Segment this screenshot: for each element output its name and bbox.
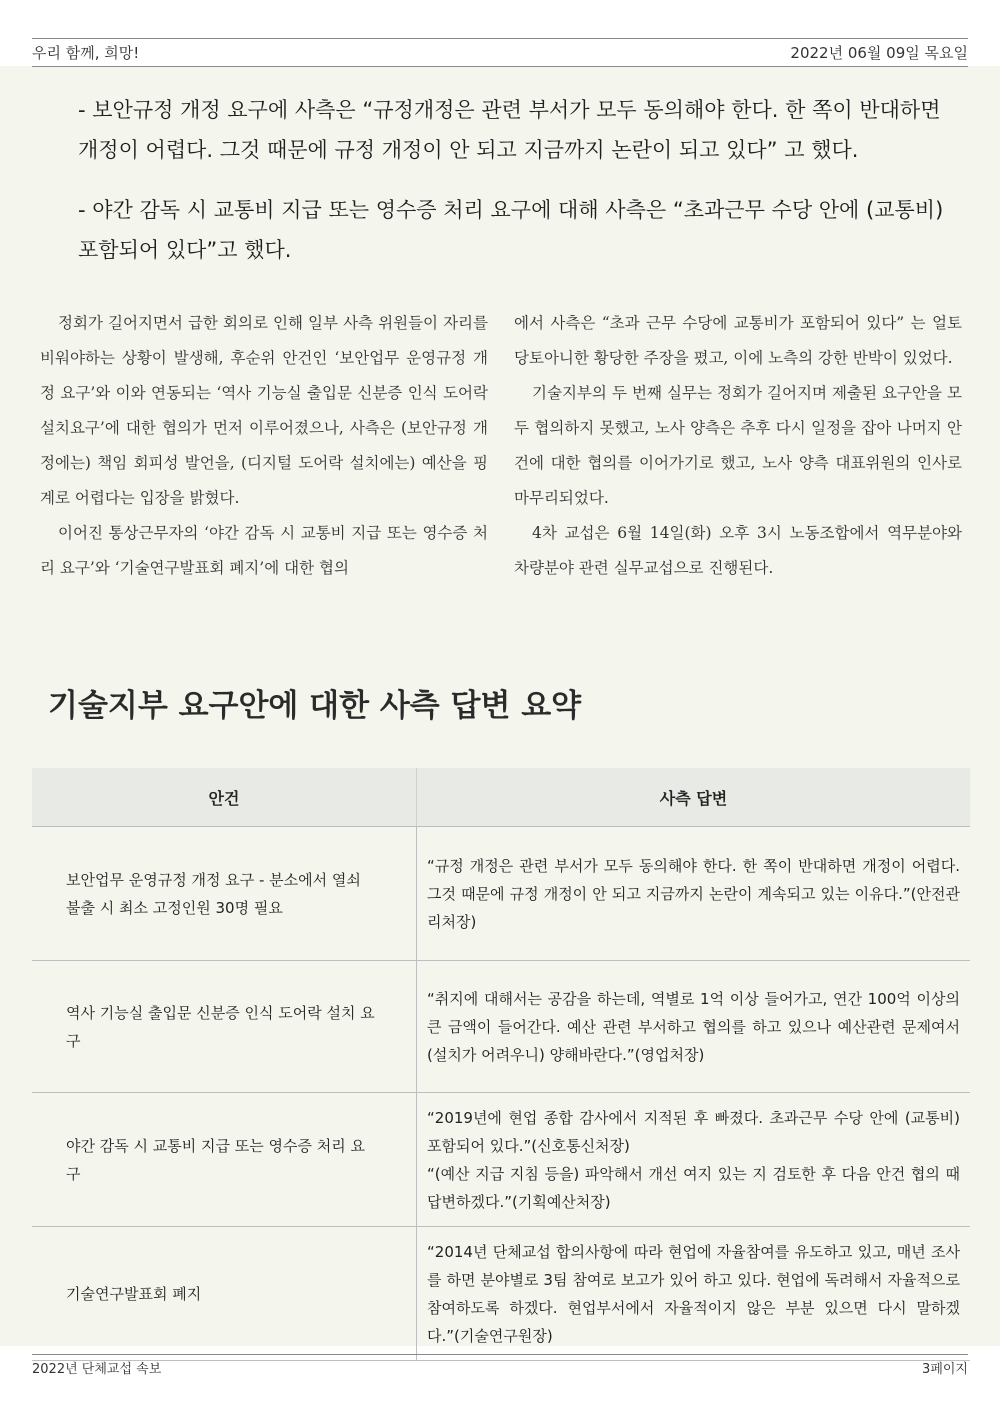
header-rule: [32, 66, 968, 67]
right-column: [514, 306, 962, 586]
column-header-answer: 사측 답변: [417, 768, 971, 827]
item-cell: 야간 감독 시 교통비 지급 또는 영수증 처리 요구: [32, 1093, 417, 1227]
bullet-list: [78, 90, 960, 290]
bullet-item: - 야간 감독 시 교통비 지급 또는 영수증 처리 요구에 대해 사측은 “초과근무 수당 안에 (교통비) 포함되어 있다”고 했다.: [78, 198, 944, 262]
table-header-row: [32, 768, 970, 827]
paragraph: 4차 교섭은 6월 14일(화) 오후 3시 노동조합에서 역무분야와 차량분야 관련 실무교섭으로 진행된다.: [514, 524, 962, 577]
footer-publication: 2022년 단체교섭 속보: [32, 1361, 162, 1377]
table-row: [32, 961, 970, 1093]
header-slogan: 우리 함께, 희망!: [32, 43, 140, 62]
header-rule: [32, 38, 968, 39]
section-title: 기술지부 요구안에 대한 사측 답변 요약: [48, 688, 582, 724]
answer-cell: [417, 1093, 971, 1227]
answer-cell: “규정 개정은 관련 부서가 모두 동의해야 한다. 한 쪽이 반대하면 개정이 어렵다. 그것 때문에 규정 개정이 안 되고 지금까지 논란이 계속되고 있는 이유다.”(안전관리처장): [417, 827, 971, 961]
item-cell: 기술연구발표회 폐지: [32, 1227, 417, 1361]
article-body: [40, 306, 962, 586]
table-row: [32, 1227, 970, 1361]
paragraph: 기술지부의 두 번째 실무는 정회가 길어지며 제출된 요구안을 모두 협의하지 못했고, 노사 양측은 추후 다시 일정을 잡아 나머지 안건에 대한 협의를 이어가기로 했고, 노사 양측 대표위원의 인사로 마무리되었다.: [514, 384, 962, 507]
column-header-item: 안건: [32, 768, 417, 827]
answer-cell: “취지에 대해서는 공감을 하는데, 역별로 1억 이상 들어가고, 연간 100억 이상의 큰 금액이 들어간다. 예산 관련 부서하고 협의를 하고 있으나 예산관련 문제여서 (설치가 어려우니) 양해바란다.”(영업처장): [417, 961, 971, 1093]
bullet-item: - 보안규정 개정 요구에 사측은 “규정개정은 관련 부서가 모두 동의해야 한다. 한 쪽이 반대하면 개정이 어렵다. 그것 때문에 규정 개정이 안 되고 지금까지 논란이 되고 있다” 고 했다.: [78, 98, 941, 162]
page-number: 3페이지: [922, 1361, 968, 1377]
left-column: [40, 306, 488, 586]
footer-rule: [32, 1354, 968, 1355]
paragraph: 이어진 통상근무자의 ‘야간 감독 시 교통비 지급 또는 영수증 처리 요구’와 ‘기술연구발표회 폐지’에 대한 협의: [40, 524, 488, 577]
paragraph: 에서 사측은 “초과 근무 수당에 교통비가 포함되어 있다” 는 얼토당토아니한 황당한 주장을 폈고, 이에 노측의 강한 반박이 있었다.: [514, 314, 962, 367]
table-row: [32, 827, 970, 961]
paragraph: 정회가 길어지면서 급한 회의로 인해 일부 사측 위원들이 자리를 비워야하는 상황이 발생해, 후순위 안건인 ‘보안업무 운영규정 개정 요구’와 이와 연동되는 ‘역사 기능실 출입문 신분증 인식 도어락 설치요구’에 대한 협의가 먼저 이루어졌으나, 사측은 (보안규정 개정에는) 책임 회피성 발언을, (디지털 도어락 설치에는) 예산을 핑계로 어렵다는 입장을 밝혔다.: [40, 314, 488, 507]
table-row: [32, 1093, 970, 1227]
summary-table: [32, 768, 970, 1361]
page-header: [32, 40, 968, 64]
page-footer: [32, 1356, 968, 1378]
answer-text: “2019년에 현업 종합 감사에서 지적된 후 빠졌다. 초과근무 수당 안에 (교통비) 포함되어 있다.”(신호통신처장): [427, 1108, 960, 1155]
header-date: 2022년 06월 09일 목요일: [790, 43, 968, 62]
answer-text: “(예산 지급 지침 등을) 파악해서 개선 여지 있는 지 검토한 후 다음 안건 협의 때 답변하겠다.”(기획예산처장): [427, 1164, 960, 1211]
item-cell: 보안업무 운영규정 개정 요구 - 분소에서 열쇠 불출 시 최소 고정인원 30명 필요: [32, 827, 417, 961]
item-cell: 역사 기능실 출입문 신분증 인식 도어락 설치 요구: [32, 961, 417, 1093]
answer-cell: “2014년 단체교섭 합의사항에 따라 현업에 자율참여를 유도하고 있고, 매년 조사를 하면 분야별로 3팀 참여로 보고가 있어 하고 있다. 현업에 독려해서 자율적으로 참여하도록 하겠다. 현업부서에서 자율적이지 않은 부분 있으면 다시 말하겠다.”(기술연구원장): [417, 1227, 971, 1361]
